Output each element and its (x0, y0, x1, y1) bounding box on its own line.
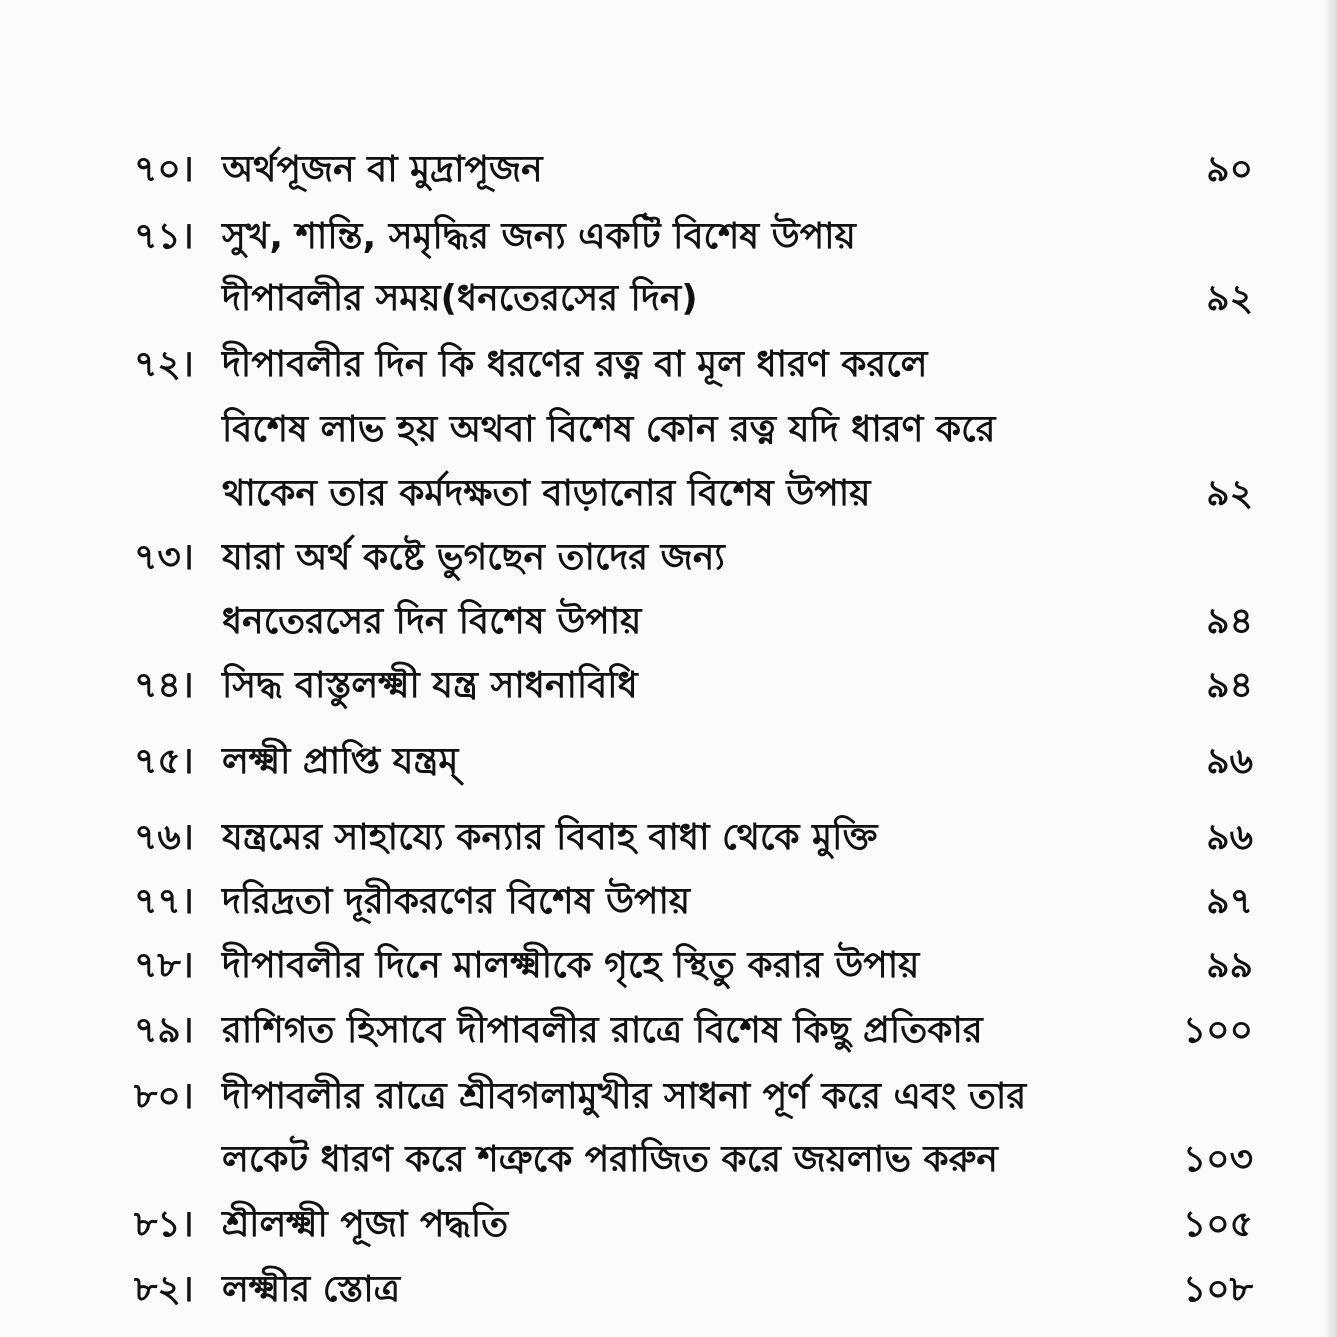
entry-title: সুখ, শান্তি, সমৃদ্ধির জন্য একটি বিশেষ উপায় (222, 216, 856, 257)
toc-entry-71 (0, 208, 1337, 266)
entry-title: সিদ্ধ বাস্তুলক্ষ্মী যন্ত্র সাধনাবিধি (222, 665, 638, 706)
entry-title: অর্থপূজন বা মুদ্রাপূজন (222, 149, 543, 190)
entry-page-number: ৯২ (1206, 278, 1253, 319)
entry-title: দীপাবলীর দিন কি ধরণের রত্ন বা মূল ধারণ করলে (222, 344, 928, 385)
entry-number: ৮২। (134, 1269, 194, 1310)
entry-number: ৭৩। (134, 537, 194, 578)
entry-title-continuation: দীপাবলীর সময়(ধনতেরসের দিন) (222, 278, 698, 319)
entry-title: দীপাবলীর রাত্রে শ্রীবগলামুখীর সাধনা পূর্ণ করে এবং তার (222, 1076, 1027, 1117)
toc-entry-74 (0, 657, 1337, 715)
entry-number: ৭২। (134, 344, 194, 385)
toc-entry-72 (0, 336, 1337, 394)
toc-entry-82 (0, 1261, 1337, 1319)
entry-title-continuation: লকেট ধারণ করে শত্রুকে পরাজিত করে জয়লাভ করুন (222, 1139, 998, 1180)
toc-entry-79 (0, 1002, 1337, 1060)
entry-page-number: ১০৮ (1182, 1269, 1253, 1310)
entry-title: রাশিগত হিসাবে দীপাবলীর রাত্রে বিশেষ কিছু প্রতিকার (222, 1010, 983, 1051)
entry-number: ৮০। (134, 1076, 194, 1117)
entry-number: ৮১। (134, 1204, 194, 1245)
entry-number: ৭১। (134, 216, 194, 257)
toc-entry-80-continuation (0, 1131, 1337, 1189)
entry-title: যারা অর্থ কষ্টে ভুগছেন তাদের জন্য (222, 537, 725, 578)
entry-title: লক্ষ্মী প্রাপ্তি যন্ত্রম্ (222, 741, 459, 782)
entry-page-number: ১০০ (1182, 1010, 1253, 1051)
entry-page-number: ৯৪ (1206, 601, 1253, 642)
entry-page-number: ৯৪ (1206, 665, 1253, 706)
entry-title: দীপাবলীর দিনে মালক্ষ্মীকে গৃহে স্থিতু করার উপায় (222, 945, 920, 986)
toc-entry-73 (0, 529, 1337, 587)
entry-number: ৭৭। (134, 881, 194, 922)
entry-title-continuation: ধনতেরসের দিন বিশেষ উপায় (222, 601, 642, 642)
entry-title: যন্ত্রমের সাহায্যে কন্যার বিবাহ বাধা থেকে মুক্তি (222, 817, 878, 858)
page-edge-shadow (1323, 0, 1337, 1337)
entry-page-number: ৯৬ (1206, 817, 1253, 858)
toc-entry-76 (0, 809, 1337, 867)
toc-entry-70 (0, 141, 1337, 199)
toc-entry-72-continuation-1 (0, 401, 1337, 459)
entry-title: শ্রীলক্ষ্মী পূজা পদ্ধতি (222, 1204, 509, 1245)
toc-entry-80 (0, 1068, 1337, 1126)
entry-page-number: ১০৫ (1182, 1204, 1253, 1245)
entry-number: ৭০। (134, 149, 194, 190)
entry-number: ৭৮। (134, 945, 194, 986)
toc-entry-77 (0, 873, 1337, 931)
entry-title-continuation: থাকেন তার কর্মদক্ষতা বাড়ানোর বিশেষ উপায় (222, 473, 871, 514)
entry-page-number: ১০৩ (1182, 1139, 1253, 1180)
entry-number: ৭৫। (134, 741, 194, 782)
entry-page-number: ৯৭ (1206, 881, 1253, 922)
entry-number: ৭৪। (134, 665, 194, 706)
entry-title: দরিদ্রতা দূরীকরণের বিশেষ উপায় (222, 881, 691, 922)
entry-title-continuation: বিশেষ লাভ হয় অথবা বিশেষ কোন রত্ন যদি ধারণ করে (222, 409, 996, 450)
toc-entry-71-continuation (0, 270, 1337, 328)
entry-title: লক্ষ্মীর স্তোত্র (222, 1269, 401, 1310)
entry-page-number: ৯৬ (1206, 741, 1253, 782)
toc-entry-72-continuation-2 (0, 465, 1337, 523)
toc-entry-73-continuation (0, 593, 1337, 651)
entry-number: ৭৬। (134, 817, 194, 858)
entry-number: ৭৯। (134, 1010, 194, 1051)
toc-entry-78 (0, 937, 1337, 995)
entry-page-number: ৯২ (1206, 473, 1253, 514)
entry-page-number: ৯৯ (1206, 945, 1253, 986)
entry-page-number: ৯০ (1206, 149, 1253, 190)
toc-entry-81 (0, 1196, 1337, 1254)
toc-entry-75 (0, 733, 1337, 791)
